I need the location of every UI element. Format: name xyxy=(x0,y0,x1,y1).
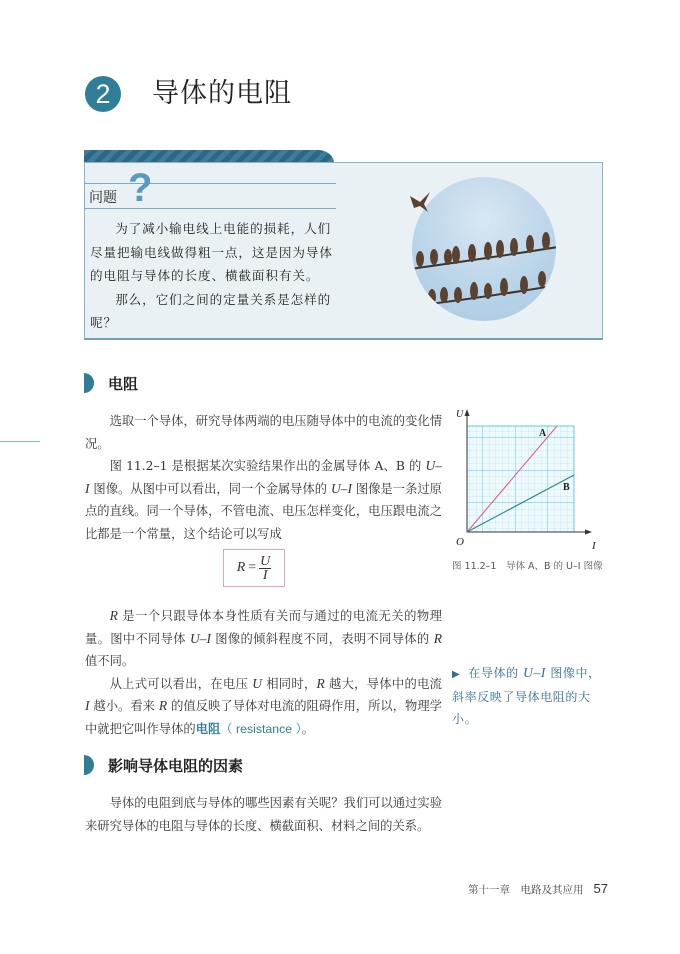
figure-caption: 图 11.2–1 导体 A、B 的 U–I 图像 xyxy=(452,561,603,572)
ui-graph xyxy=(450,405,600,553)
y-axis-label: U xyxy=(456,409,464,420)
formula-equals: = xyxy=(248,560,257,575)
variable: U–I xyxy=(330,480,352,496)
variable: I xyxy=(85,698,90,713)
page-number: 57 xyxy=(593,881,608,896)
text: 从上式可以看出，在电压 xyxy=(109,676,253,691)
variable: U–I xyxy=(85,458,442,496)
text: 越小。看来 xyxy=(89,699,159,713)
side-note xyxy=(452,662,612,730)
numerator: U xyxy=(260,553,271,569)
text: 图像。从图中可以看出，同一个金属导体的 xyxy=(89,481,331,496)
formula-box xyxy=(223,549,285,587)
paragraph xyxy=(85,455,442,545)
key-term-english: （ resistance ） xyxy=(220,721,302,736)
section-heading-marker xyxy=(84,373,94,393)
key-term: 电阻 xyxy=(195,721,221,736)
variable: U xyxy=(252,675,262,691)
triangle-marker-icon: ▶ xyxy=(452,669,461,680)
text: 。 xyxy=(301,721,314,736)
section-heading-marker xyxy=(84,755,94,775)
section-heading-factors: 影响导体电阻的因素 xyxy=(108,757,244,775)
question-mark-icon: ? xyxy=(128,166,153,210)
line-b-label: B xyxy=(563,482,570,493)
variable: U–I xyxy=(190,630,212,646)
origin-label: O xyxy=(456,536,464,548)
divider xyxy=(84,183,336,184)
text: 图像中，斜率反映了导体电阻的大小。 xyxy=(452,666,601,726)
denominator: I xyxy=(262,567,268,583)
text: 图 11.2–1 是根据某次实验结果作出的金属导体 A、B 的 xyxy=(109,459,426,473)
paragraph: 导体的电阻到底与导体的哪些因素有关呢？我们可以通过实验来研究导体的电阻与导体的长度、横截面积、材料之间的关系。 xyxy=(85,796,442,833)
variable: U–I xyxy=(523,665,546,680)
page-footer xyxy=(468,881,608,897)
question-text xyxy=(90,217,334,335)
variable: R xyxy=(433,630,442,646)
text: 图像是一条过原点的直线。同一个导体，不管电流、电压怎样变化，电压跟电流之比都是一个常量，这个结论可以写成 xyxy=(85,481,442,541)
question-paragraph: 那么，它们之间的定量关系是怎样的呢？ xyxy=(90,291,332,330)
text: 的值反映了导体对电流的阻碍作用，所以，物理学中就把它叫作导体的 xyxy=(85,699,442,736)
text: 是一个只跟导体本身性质有关而与通过的电流无关的物理量。图中不同导体 xyxy=(85,609,442,646)
line-a-label: A xyxy=(539,428,547,439)
paragraph xyxy=(85,605,442,673)
flying-bird-icon xyxy=(408,190,434,216)
variable: R xyxy=(316,675,325,691)
question-label: 问题 xyxy=(89,190,117,206)
resistance-body-continued xyxy=(85,605,442,740)
variable: R xyxy=(158,698,168,713)
chapter-title: 第十一章 电路及其应用 xyxy=(468,884,584,896)
factors-body xyxy=(85,792,442,837)
formula-lhs: R xyxy=(236,560,246,575)
text: 越大，导体中的电流 xyxy=(324,676,442,691)
section-heading-resistance: 电阻 xyxy=(108,375,139,393)
x-axis-label: I xyxy=(592,540,596,552)
question-paragraph: 为了减小输电线上电能的损耗，人们尽量把输电线做得粗一点，这是因为导体的电阻与导体的长度、横截面积有关。 xyxy=(90,221,333,283)
fraction xyxy=(259,555,271,582)
margin-mark xyxy=(0,441,40,442)
variable: R xyxy=(109,608,118,623)
paragraph xyxy=(85,673,442,741)
page-title: 导体的电阻 xyxy=(152,78,292,109)
divider xyxy=(84,208,336,209)
paragraph: 选取一个导体，研究导体两端的电压随导体中的电流的变化情况。 xyxy=(85,414,442,451)
text: 图像的倾斜程度不同，表明不同导体的 xyxy=(211,631,434,646)
text: 值不同。 xyxy=(85,654,135,668)
text: 在导体的 xyxy=(468,666,524,680)
section-number-badge: 2 xyxy=(85,76,121,112)
resistance-body xyxy=(85,410,442,545)
text: 相同时， xyxy=(262,676,317,691)
